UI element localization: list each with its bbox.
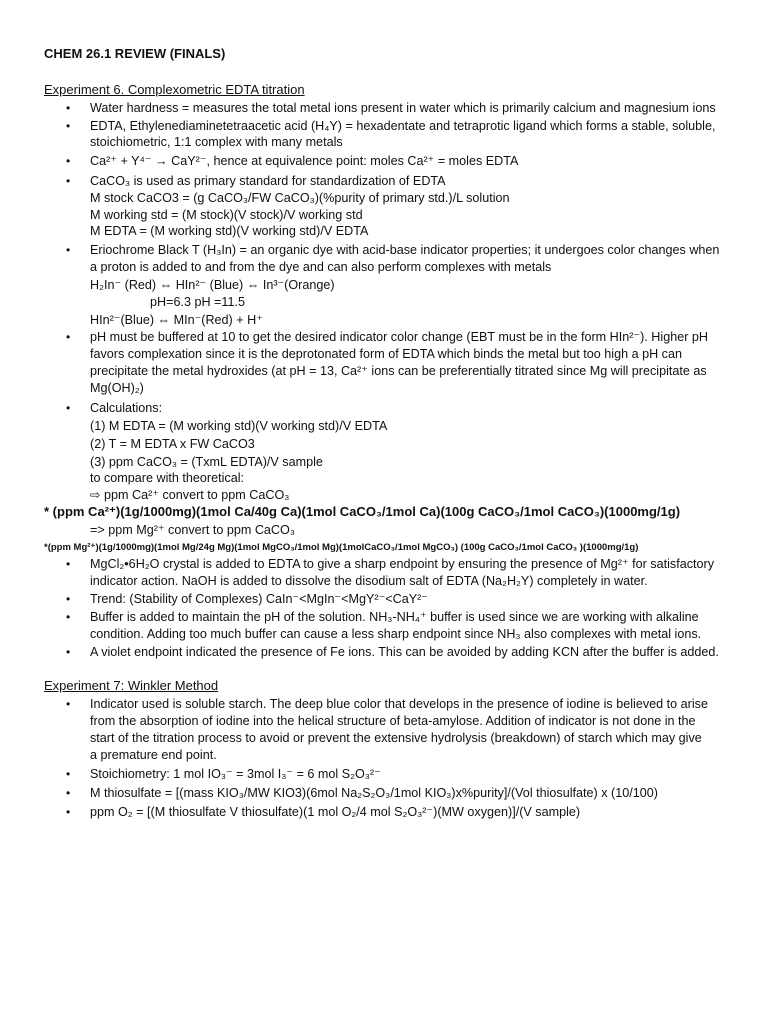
bullet: • (66, 610, 71, 624)
exp6-line: Eriochrome Black T (H₃In) = an organic dye with acid-base indicator properties; it undergoes color changes when (90, 243, 720, 257)
exp6-line: (3) ppm CaCO₃ = (TxmL EDTA)/V sample (90, 455, 323, 469)
exp6-line: Ca²⁺ + Y⁴⁻ → CaY²⁻, hence at equivalence point: moles Ca²⁺ = moles EDTA (90, 154, 519, 168)
exp6-line: (1) M EDTA = (M working std)(V working std)/V EDTA (90, 419, 388, 433)
exp6-line: H₂In⁻ (Red) ⇔ HIn²⁻ (Blue) ⇔ In³⁻(Orange) (90, 278, 335, 292)
bullet: • (66, 557, 71, 571)
exp6-formula-ca: * (ppm Ca²⁺)(1g/1000mg)(1mol Ca/40g Ca)(1mol CaCO₃/1mol Ca)(100g CaCO₃/1mol CaCO₃)(1000mg/1g) (44, 504, 681, 519)
bullet: • (66, 243, 71, 257)
exp6-line: Trend: (Stability of Complexes) CaIn⁻<MgIn⁻<MgY²⁻<CaY²⁻ (90, 592, 428, 606)
bullet: • (66, 154, 71, 168)
exp6-line: precipitate the metal hydroxides (at pH = 13, Ca²⁺ ions can be preferentially titrated since Mg will precipitate as (90, 364, 707, 378)
exp6-line: MgCl₂•6H₂O crystal is added to EDTA to give a sharp endpoint by ensuring the presence of Mg²⁺ for satisfactory (90, 557, 714, 571)
exp7-line: a premature end point. (90, 748, 217, 762)
bullet: • (66, 805, 71, 819)
exp7-line: Indicator used is soluble starch. The deep blue color that develops in the presence of iodine is believed to arise (90, 697, 708, 711)
exp6-line: a proton is added to and from the dye and can also perform complexes with metals (90, 260, 552, 274)
document-title: CHEM 26.1 REVIEW (FINALS) (44, 46, 226, 61)
exp7-line: from the absorption of iodine into the helical structure of beta-amylose. Addition of indicator is not done in the (90, 714, 696, 728)
exp6-line: favors complexation since it is the deprotonated form of EDTA which binds the metal but too high a pH can (90, 347, 682, 361)
exp6-formula-mg: *(ppm Mg²⁺)(1g/1000mg)(1mol Mg/24g Mg)(1mol MgCO₃/1mol Mg)(1molCaCO₃/1mol MgCO₃) (100g CaCO₃/1mol CaCO₃ )(1000mg/1g) (44, 542, 639, 553)
bullet: • (66, 119, 71, 133)
exp6-line: EDTA, Ethylenediaminetetraacetic acid (H₄Y) = hexadentate and tetraprotic ligand which forms a stable, soluble, (90, 119, 716, 133)
exp6-line: condition. Adding too much buffer can cause a less sharp endpoint since NH₃ also complexes with metal ions. (90, 627, 702, 641)
exp6-line: Buffer is added to maintain the pH of the solution. NH₃-NH₄⁺ buffer is used since we are working with alkaline (90, 610, 699, 624)
exp6-line: pH=6.3 pH =11.5 (150, 295, 245, 309)
exp6-line: indicator action. NaOH is added to dissolve the disodium salt of EDTA (Na₂H₂Y) completely in water. (90, 574, 648, 588)
exp7-line: ppm O₂ = [(M thiosulfate V thiosulfate)(1 mol O₂/4 mol S₂O₃²⁻)(MW oxygen)]/(V sample) (90, 805, 581, 819)
bullet: • (66, 786, 71, 800)
exp6-line: HIn²⁻(Blue) ⇔ MIn⁻(Red) + H⁺ (90, 313, 263, 327)
exp6-line: pH must be buffered at 10 to get the desired indicator color change (EBT must be in the form HIn²⁻). Higher pH (90, 330, 708, 344)
exp6-line: A violet endpoint indicated the presence of Fe ions. This can be avoided by adding KCN after the buffer is added. (90, 645, 719, 659)
exp6-line: => ppm Mg²⁺ convert to ppm CaCO₃ (90, 523, 295, 537)
exp6-line: Water hardness = measures the total metal ions present in water which is primarily calcium and magnesium ions (90, 101, 716, 115)
exp6-line: (2) T = M EDTA x FW CaCO3 (90, 437, 255, 451)
exp6-line: to compare with theoretical: (90, 471, 244, 485)
bullet: • (66, 330, 71, 344)
exp6-line: M stock CaCO3 = (g CaCO₃/FW CaCO₃)(%purity of primary std.)/L solution (90, 191, 510, 205)
exp6-line: Mg(OH)₂) (90, 381, 144, 395)
exp7-line: Stoichiometry: 1 mol IO₃⁻ = 3mol I₃⁻ = 6 mol S₂O₃²⁻ (90, 767, 381, 781)
section-heading-exp7: Experiment 7: Winkler Method (44, 678, 219, 693)
section-heading-exp6: Experiment 6. Complexometric EDTA titration (44, 82, 305, 97)
bullet: • (66, 101, 71, 115)
exp6-line: M working std = (M stock)(V stock)/V working std (90, 208, 363, 222)
bullet: • (66, 767, 71, 781)
bullet: • (66, 592, 71, 606)
exp6-line: ⇨ ppm Ca²⁺ convert to ppm CaCO₃ (90, 488, 290, 502)
exp6-line: CaCO₃ is used as primary standard for standardization of EDTA (90, 174, 446, 188)
bullet: • (66, 645, 71, 659)
bullet: • (66, 697, 71, 711)
exp7-line: M thiosulfate = [(mass KIO₃/MW KIO3)(6mol Na₂S₂O₃/1mol KIO₃)x%purity]/(Vol thiosulfate) x (10/100) (90, 786, 658, 800)
exp6-line: M EDTA = (M working std)(V working std)/V EDTA (90, 224, 369, 238)
exp6-line: stoichiometric, 1:1 complex with many metals (90, 135, 343, 149)
bullet: • (66, 401, 71, 415)
bullet: • (66, 174, 71, 188)
exp6-line: Calculations: (90, 401, 163, 415)
exp7-line: start of the titration process to avoid or prevent the extensive hydrolysis (breakdown) of starch which may give (90, 731, 702, 745)
